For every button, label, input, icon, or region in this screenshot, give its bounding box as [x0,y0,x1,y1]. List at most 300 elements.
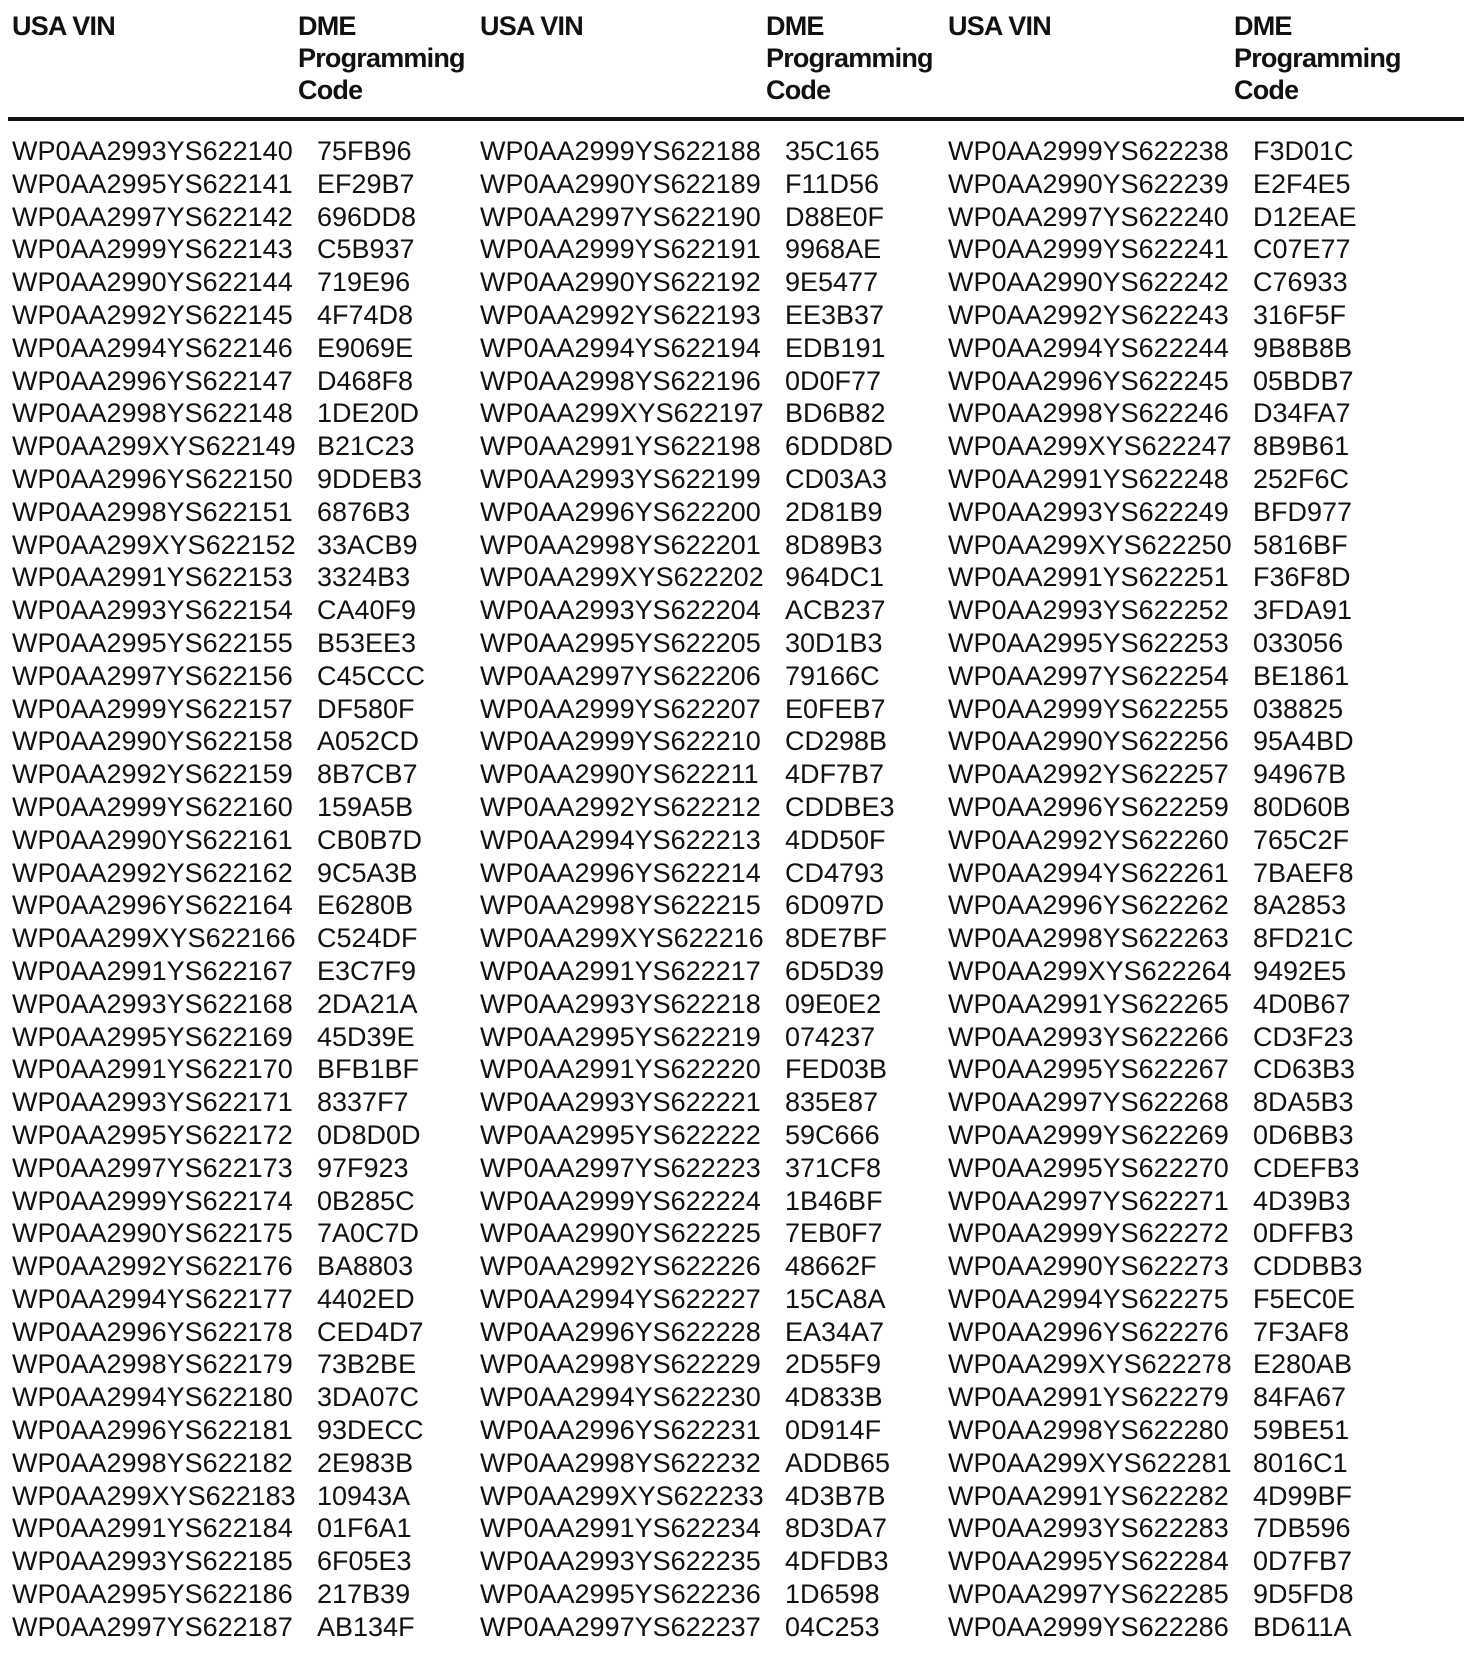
table-row [948,1578,1428,1611]
vin-cell: WP0AA2991YS622153 [12,562,293,593]
table-row [12,168,492,201]
table-row [12,1316,492,1349]
vin-cell: WP0AA2997YS622271 [948,1185,1229,1216]
dme-code-cell: 6D097D [785,890,885,921]
vin-cell: WP0AA2994YS622275 [948,1283,1229,1314]
vin-cell: WP0AA2996YS622245 [948,365,1229,396]
vin-cell: WP0AA299XYS622152 [12,529,296,560]
table-row [948,1348,1428,1381]
vin-cell: WP0AA299XYS622278 [948,1349,1232,1380]
dme-code-cell: 8016C1 [1253,1447,1348,1478]
vin-cell: WP0AA2991YS622251 [948,562,1229,593]
dme-code-cell: 0DFFB3 [1253,1218,1354,1249]
vin-cell: WP0AA2999YS622255 [948,693,1229,724]
dme-code-cell: 9B8B8B [1253,332,1353,363]
dme-code-cell: 4D3B7B [785,1480,886,1511]
table-row [948,791,1428,824]
table-row [12,1152,492,1185]
dme-code-cell: 4D0B67 [1253,988,1351,1019]
vin-cell: WP0AA2996YS622200 [480,496,761,527]
table-row [12,332,492,365]
table-row [480,1185,960,1218]
dme-code-cell: CD3F23 [1253,1021,1354,1052]
vin-cell: WP0AA2998YS622229 [480,1349,761,1380]
dme-code-cell: 75FB96 [317,136,412,166]
vin-cell: WP0AA2995YS622236 [480,1579,761,1610]
table-row [948,135,1428,168]
table-row [948,660,1428,693]
vin-cell: WP0AA2993YS622168 [12,988,293,1019]
vin-cell: WP0AA2995YS622186 [12,1579,293,1610]
table-row [480,430,960,463]
vin-cell: WP0AA299XYS622183 [12,1480,296,1511]
table-row [480,397,960,430]
vin-cell: WP0AA2995YS622253 [948,627,1229,658]
table-row [948,1283,1428,1316]
vin-cell: WP0AA2998YS622201 [480,529,761,560]
dme-code-cell: 217B39 [317,1579,411,1610]
vin-cell: WP0AA2999YS622143 [12,234,293,265]
table-row [12,1414,492,1447]
dme-code-cell: EE3B37 [785,299,885,330]
dme-code-cell: 371CF8 [785,1152,882,1183]
table-row [12,561,492,594]
table-row [480,693,960,726]
vin-cell: WP0AA2995YS622270 [948,1152,1229,1183]
header-usa-vin-3: USA VIN [948,11,1051,41]
dme-code-cell: D34FA7 [1253,398,1351,429]
vin-cell: WP0AA299XYS622281 [948,1447,1232,1478]
dme-code-cell: 9DDEB3 [317,463,423,494]
table-row [12,594,492,627]
table-row [12,1021,492,1054]
vin-cell: WP0AA2990YS622144 [12,267,293,298]
table-row [948,922,1428,955]
table-row [948,1381,1428,1414]
dme-code-cell: FED03B [785,1054,888,1085]
dme-code-cell: 6D5D39 [785,955,885,986]
table-row [12,725,492,758]
vin-cell: WP0AA2994YS622146 [12,332,293,363]
table-row [948,627,1428,660]
table-row [480,1414,960,1447]
table-row [948,1447,1428,1480]
dme-code-cell: 97F923 [317,1152,409,1183]
dme-code-cell: 835E87 [785,1087,879,1118]
table-row [12,1250,492,1283]
vin-cell: WP0AA2993YS622266 [948,1021,1229,1052]
table-row [12,1381,492,1414]
table-row [12,496,492,529]
vin-cell: WP0AA2995YS622141 [12,168,293,199]
table-row [948,725,1428,758]
vin-cell: WP0AA2994YS622230 [480,1382,761,1413]
vin-cell: WP0AA2993YS622154 [12,595,293,626]
dme-code-cell: 95A4BD [1253,726,1354,757]
dme-code-cell: 4D99BF [1253,1480,1353,1511]
dme-code-cell: F11D56 [785,168,880,199]
table-row [12,233,492,266]
vin-cell: WP0AA2990YS622242 [948,267,1229,298]
vin-cell: WP0AA2996YS622147 [12,365,293,396]
table-row [480,1021,960,1054]
vin-cell: WP0AA2995YS622284 [948,1546,1229,1577]
dme-code-cell: 8337F7 [317,1087,409,1118]
vin-cell: WP0AA2999YS622207 [480,693,761,724]
dme-code-cell: 9E5477 [785,267,879,298]
dme-code-cell: 35C165 [785,136,880,166]
header-rule [8,117,1464,121]
dme-code-cell: 2DA21A [317,988,418,1019]
dme-code-cell: 4F74D8 [317,299,414,330]
vin-cell: WP0AA2992YS622145 [12,299,293,330]
table-row [480,1447,960,1480]
dme-code-cell: 8FD21C [1253,923,1354,954]
vin-cell: WP0AA2991YS622217 [480,955,761,986]
vin-cell: WP0AA2998YS622179 [12,1349,293,1380]
vin-cell: WP0AA2992YS622243 [948,299,1229,330]
dme-code-cell: CD298B [785,726,888,757]
dme-code-cell: 93DECC [317,1415,424,1446]
dme-code-cell: 964DC1 [785,562,885,593]
table-row [12,1053,492,1086]
dme-code-cell: CD4793 [785,857,885,888]
vin-cell: WP0AA2990YS622189 [480,168,761,199]
table-row [480,496,960,529]
vin-cell: WP0AA2993YS622249 [948,496,1229,527]
vin-cell: WP0AA2994YS622244 [948,332,1229,363]
vin-cell: WP0AA2990YS622225 [480,1218,761,1249]
vin-cell: WP0AA2997YS622223 [480,1152,761,1183]
dme-code-cell: 45D39E [317,1021,415,1052]
table-row [12,1512,492,1545]
header-usa-vin-1: USA VIN [12,11,115,41]
dme-code-cell: C45CCC [317,660,426,691]
table-row [480,955,960,988]
vin-cell: WP0AA2999YS622174 [12,1185,293,1216]
dme-code-cell: 316F5F [1253,299,1347,330]
vin-cell: WP0AA2999YS622238 [948,136,1229,166]
dme-code-cell: F36F8D [1253,562,1351,593]
table-row [948,1414,1428,1447]
vin-cell: WP0AA2996YS622164 [12,890,293,921]
table-row [948,1021,1428,1054]
vin-cell: WP0AA2994YS622180 [12,1382,293,1413]
table-row [480,463,960,496]
dme-code-cell: C524DF [317,923,418,954]
dme-code-cell: DF580F [317,693,415,724]
vin-cell: WP0AA2997YS622173 [12,1152,293,1183]
dme-code-cell: 038825 [1253,693,1344,724]
dme-code-cell: 8D3DA7 [785,1513,888,1544]
dme-code-cell: 7F3AF8 [1253,1316,1350,1347]
table-row [480,561,960,594]
dme-code-cell: D12EAE [1253,201,1357,232]
table-row [12,365,492,398]
dme-code-cell: 8A2853 [1253,890,1347,921]
table-row [480,1250,960,1283]
table-row [480,168,960,201]
table-row [948,1185,1428,1218]
table-row [948,988,1428,1021]
vin-cell: WP0AA2996YS622178 [12,1316,293,1347]
dme-code-cell: 48662F [785,1251,877,1282]
dme-code-cell: 4D833B [785,1382,883,1413]
table-row [948,857,1428,890]
dme-code-cell: 73B2BE [317,1349,417,1380]
vin-cell: WP0AA2994YS622261 [948,857,1229,888]
dme-code-cell: E2F4E5 [1253,168,1351,199]
dme-code-cell: 7A0C7D [317,1218,420,1249]
dme-code-cell: 0D914F [785,1415,882,1446]
dme-code-cell: A052CD [317,726,420,757]
vin-cell: WP0AA2997YS622190 [480,201,761,232]
dme-code-cell: CB0B7D [317,824,423,855]
vin-cell: WP0AA2998YS622182 [12,1447,293,1478]
dme-code-cell: 4DFDB3 [785,1546,889,1577]
vin-cell: WP0AA2997YS622268 [948,1087,1229,1118]
dme-code-cell: 9968AE [785,234,882,265]
dme-code-cell: D88E0F [785,201,885,232]
table-row [948,332,1428,365]
dme-code-cell: 33ACB9 [317,529,418,560]
vin-cell: WP0AA2992YS622226 [480,1251,761,1282]
table-row [12,397,492,430]
vin-cell: WP0AA2991YS622248 [948,463,1229,494]
table-row [12,889,492,922]
dme-code-cell: 8DE7BF [785,923,888,954]
table-row [12,529,492,562]
vin-cell: WP0AA2998YS622215 [480,890,761,921]
dme-code-cell: 0D8D0D [317,1119,421,1150]
vin-cell: WP0AA2991YS622198 [480,431,761,462]
vin-cell: WP0AA2999YS622272 [948,1218,1229,1249]
table-row [948,1119,1428,1152]
table-row [12,627,492,660]
vin-cell: WP0AA2995YS622169 [12,1021,293,1052]
vin-cell: WP0AA2993YS622283 [948,1513,1229,1544]
table-row [12,1217,492,1250]
vin-cell: WP0AA2991YS622279 [948,1382,1229,1413]
vin-cell: WP0AA2998YS622246 [948,398,1229,429]
table-row [480,135,960,168]
dme-code-cell: 8DA5B3 [1253,1087,1354,1118]
vin-cell: WP0AA2990YS622158 [12,726,293,757]
dme-code-cell: 59BE51 [1253,1415,1350,1446]
table-row [948,1480,1428,1513]
table-row [948,758,1428,791]
dme-code-cell: EA34A7 [785,1316,885,1347]
table-row [948,1053,1428,1086]
header-dme-code-2: DME Programming Code [766,11,933,105]
dme-code-cell: ACB237 [785,595,886,626]
dme-code-cell: 09E0E2 [785,988,882,1019]
vin-cell: WP0AA2993YS622199 [480,463,761,494]
dme-code-cell: F5EC0E [1253,1283,1356,1314]
table-row [948,1512,1428,1545]
dme-code-cell: 0D6BB3 [1253,1119,1354,1150]
table-row [12,758,492,791]
table-row [12,1348,492,1381]
table-row [12,791,492,824]
table-row [480,1316,960,1349]
table-row [12,1447,492,1480]
dme-code-cell: 9C5A3B [317,857,418,888]
table-row [480,365,960,398]
dme-code-cell: 2D55F9 [785,1349,882,1380]
dme-code-cell: 8D89B3 [785,529,883,560]
table-row [948,233,1428,266]
vin-cell: WP0AA2997YS622285 [948,1579,1229,1610]
dme-code-cell: 1DE20D [317,398,420,429]
dme-code-cell: 1D6598 [785,1579,880,1610]
table-row [480,233,960,266]
dme-code-cell: 6876B3 [317,496,411,527]
table-row [480,1512,960,1545]
vin-cell: WP0AA2990YS622161 [12,824,293,855]
table-row [948,1611,1428,1644]
dme-code-cell: 7BAEF8 [1253,857,1354,888]
vin-cell: WP0AA2997YS622156 [12,660,293,691]
dme-code-cell: B21C23 [317,431,415,462]
table-row [948,889,1428,922]
vin-cell: WP0AA2996YS622150 [12,463,293,494]
table-row [12,660,492,693]
dme-code-cell: 84FA67 [1253,1382,1347,1413]
table-row [480,725,960,758]
vin-cell: WP0AA2993YS622140 [12,136,293,166]
table-row [12,201,492,234]
table-row [948,1217,1428,1250]
dme-code-cell: F3D01C [1253,136,1354,166]
vin-cell: WP0AA2991YS622234 [480,1513,761,1544]
table-row [480,332,960,365]
dme-code-cell: E280AB [1253,1349,1353,1380]
dme-code-cell: E3C7F9 [317,955,417,986]
vin-cell: WP0AA2993YS622218 [480,988,761,1019]
table-row [12,1185,492,1218]
vin-cell: WP0AA2996YS622276 [948,1316,1229,1347]
vin-column-2 [480,135,960,1644]
dme-code-cell: BD6B82 [785,398,886,429]
table-row [948,1250,1428,1283]
table-row [480,922,960,955]
vin-cell: WP0AA299XYS622247 [948,431,1232,462]
vin-cell: WP0AA2996YS622231 [480,1415,761,1446]
dme-code-cell: 252F6C [1253,463,1350,494]
dme-code-cell: D468F8 [317,365,414,396]
vin-cell: WP0AA2996YS622181 [12,1415,293,1446]
vin-cell: WP0AA2999YS622224 [480,1185,761,1216]
dme-code-cell: AB134F [317,1611,415,1642]
vin-cell: WP0AA299XYS622149 [12,431,296,462]
vin-cell: WP0AA2991YS622184 [12,1513,293,1544]
dme-code-cell: 719E96 [317,267,411,298]
vin-cell: WP0AA2994YS622194 [480,332,761,363]
dme-code-cell: 6DDD8D [785,431,894,462]
vin-cell: WP0AA299XYS622216 [480,923,764,954]
vin-cell: WP0AA2992YS622159 [12,759,293,790]
table-row [480,1283,960,1316]
dme-code-cell: 696DD8 [317,201,417,232]
table-row [480,627,960,660]
dme-code-cell: C5B937 [317,234,415,265]
dme-code-cell: CA40F9 [317,595,417,626]
table-row [12,955,492,988]
vin-cell: WP0AA2991YS622265 [948,988,1229,1019]
vin-cell: WP0AA2992YS622260 [948,824,1229,855]
dme-code-cell: 8B7CB7 [317,759,418,790]
vin-cell: WP0AA2990YS622256 [948,726,1229,757]
vin-cell: WP0AA2999YS622157 [12,693,293,724]
dme-code-cell: 10943A [317,1480,411,1511]
table-row [480,889,960,922]
table-row [12,1086,492,1119]
dme-code-cell: 9D5FD8 [1253,1579,1354,1610]
dme-code-cell: EDB191 [785,332,886,363]
dme-code-cell: 01F6A1 [317,1513,412,1544]
table-row [948,365,1428,398]
table-row [948,1086,1428,1119]
dme-code-cell: 0D0F77 [785,365,882,396]
table-row [948,430,1428,463]
dme-code-cell: 8B9B61 [1253,431,1350,462]
vin-cell: WP0AA2993YS622221 [480,1087,761,1118]
table-row [948,1152,1428,1185]
table-row [948,1545,1428,1578]
vin-cell: WP0AA2999YS622241 [948,234,1229,265]
table-row [12,1545,492,1578]
vin-cell: WP0AA2991YS622170 [12,1054,293,1085]
dme-code-cell: CDDBE3 [785,791,895,822]
vin-cell: WP0AA2992YS622193 [480,299,761,330]
dme-code-cell: CD03A3 [785,463,888,494]
table-row [480,1545,960,1578]
dme-code-cell: 1B46BF [785,1185,883,1216]
vin-cell: WP0AA299XYS622202 [480,562,764,593]
vin-cell: WP0AA2994YS622227 [480,1283,761,1314]
dme-code-cell: CDEFB3 [1253,1152,1360,1183]
table-row [12,463,492,496]
table-row [12,693,492,726]
dme-code-cell: E0FEB7 [785,693,886,724]
dme-code-cell: CDDBB3 [1253,1251,1363,1282]
table-row [12,1480,492,1513]
dme-code-cell: 05BDB7 [1253,365,1354,396]
vin-cell: WP0AA2991YS622282 [948,1480,1229,1511]
vin-cell: WP0AA2991YS622220 [480,1054,761,1085]
dme-code-cell: 59C666 [785,1119,880,1150]
dme-code-cell: BFD977 [1253,496,1353,527]
table-row [948,594,1428,627]
vin-cell: WP0AA2997YS622254 [948,660,1229,691]
vin-cell: WP0AA2997YS622206 [480,660,761,691]
vin-cell: WP0AA2997YS622237 [480,1611,761,1642]
dme-code-cell: CD63B3 [1253,1054,1356,1085]
vin-cell: WP0AA299XYS622166 [12,923,296,954]
vin-cell: WP0AA2998YS622196 [480,365,761,396]
vin-cell: WP0AA2994YS622213 [480,824,761,855]
vin-cell: WP0AA2995YS622205 [480,627,761,658]
dme-code-cell: BFB1BF [317,1054,420,1085]
vin-cell: WP0AA2990YS622239 [948,168,1229,199]
vin-cell: WP0AA2999YS622188 [480,136,761,166]
table-row [12,266,492,299]
table-row [948,1316,1428,1349]
vin-cell: WP0AA2995YS622267 [948,1054,1229,1085]
vin-cell: WP0AA2996YS622262 [948,890,1229,921]
vin-cell: WP0AA2996YS622259 [948,791,1229,822]
